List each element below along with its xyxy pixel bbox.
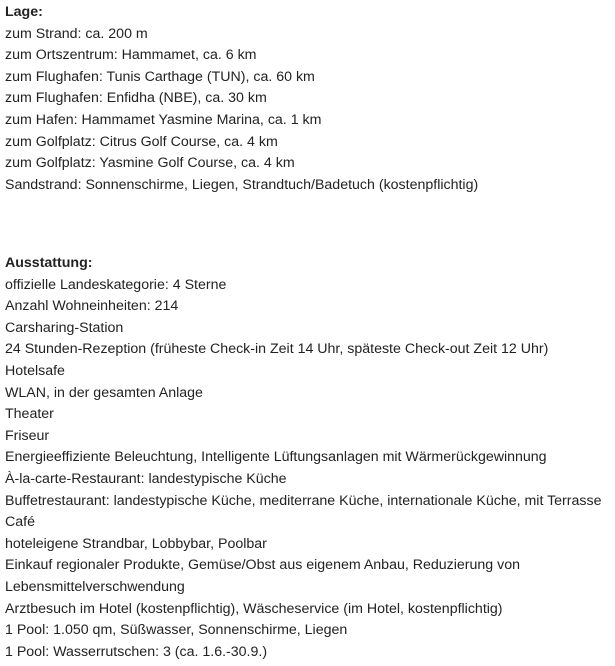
ausstattung-item: Buffetrestaurant: landestypische Küche, mediterrane Küche, internationale Küche, mit Terrasse (5, 492, 602, 509)
lage-item: zum Strand: ca. 200 m (5, 25, 148, 42)
ausstattung-item: À-la-carte-Restaurant: landestypische Küche (5, 470, 287, 487)
lage-item: zum Hafen: Hammamet Yasmine Marina, ca. 1 km (5, 111, 322, 128)
ausstattung-item: 24 Stunden-Rezeption (früheste Check-in Zeit 14 Uhr, späteste Check-out Zeit 12 Uhr) (5, 341, 549, 358)
ausstattung-item: 1 Pool: 1.050 qm, Süßwasser, Sonnenschirme, Liegen (5, 622, 348, 639)
ausstattung-item: Hotelsafe (5, 362, 65, 379)
lage-item: zum Golfplatz: Citrus Golf Course, ca. 4 km (5, 133, 278, 150)
ausstattung-heading: Ausstattung: (5, 255, 93, 271)
ausstattung-item: WLAN, in der gesamten Anlage (5, 384, 203, 401)
ausstattung-item: Einkauf regionaler Produkte, Gemüse/Obst aus eigenem Anbau, Reduzierung von Lebensmittelverschwendung (5, 557, 521, 595)
ausstattung-item: Energieeffiziente Beleuchtung, Intelligente Lüftungsanlagen mit Wärmerückgewinnung (5, 449, 547, 466)
ausstattung-item: Arztbesuch im Hotel (kostenpflichtig), Wäscheservice (im Hotel, kostenpflichtig) (5, 600, 503, 617)
ausstattung-item: Anzahl Wohneinheiten: 214 (5, 298, 179, 315)
lage-heading: Lage: (5, 4, 43, 20)
ausstattung-item: hoteleigene Strandbar, Lobbybar, Poolbar (5, 535, 267, 552)
lage-item: zum Flughafen: Enfidha (NBE), ca. 30 km (5, 90, 267, 107)
ausstattung-item: Friseur (5, 427, 50, 444)
lage-item: zum Flughafen: Tunis Carthage (TUN), ca. 60 km (5, 68, 315, 85)
lage-item: Sandstrand: Sonnenschirme, Liegen, Strandtuch/Badetuch (kostenpflichtig) (5, 176, 479, 193)
ausstattung-item: Café (5, 514, 35, 531)
ausstattung-item: Carsharing-Station (5, 319, 124, 336)
ausstattung-item: 1 Pool: Wasserrutschen: 3 (ca. 1.6.-30.9.) (5, 643, 268, 660)
ausstattung-item: Theater (5, 406, 54, 423)
lage-section (5, 2, 615, 196)
lage-item: zum Golfplatz: Yasmine Golf Course, ca. 4 km (5, 155, 295, 172)
ausstattung-item: offizielle Landeskategorie: 4 Sterne (5, 276, 227, 293)
lage-item: zum Ortszentrum: Hammamet, ca. 6 km (5, 47, 257, 64)
ausstattung-section (5, 253, 615, 663)
